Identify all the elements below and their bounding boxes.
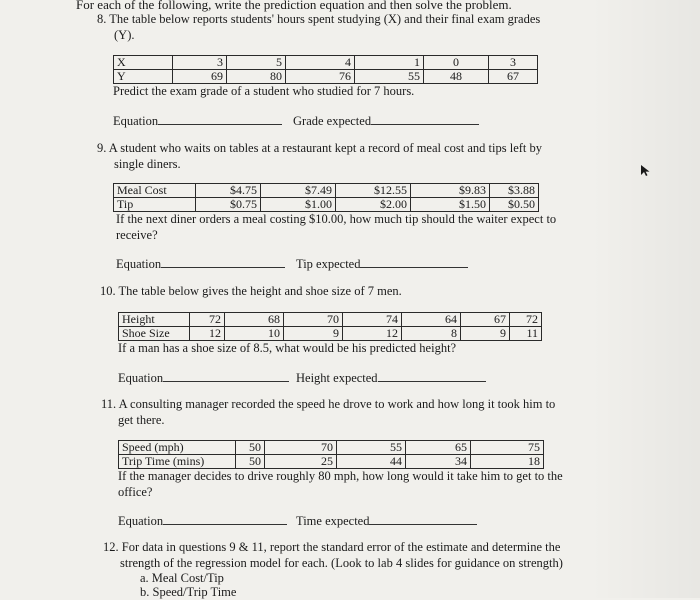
q9-text-line1: 9. A student who waits on tables at a restaurant kept a record of meal cost and tips left by (97, 141, 543, 155)
table-row (114, 70, 538, 84)
q9-result-row (296, 256, 468, 272)
table-row (114, 184, 539, 198)
q10-height-cell: 64 (402, 313, 461, 327)
q10-row-label-shoe-size: Shoe Size (119, 327, 190, 341)
q11-result-label: Time expected (296, 514, 370, 528)
q9-tip-cell: $0.50 (490, 198, 539, 212)
q10-equation-blank[interactable] (163, 370, 289, 382)
q9-row-label-meal-cost: Meal Cost (114, 184, 196, 198)
q9-text-line2: single diners. (114, 157, 181, 171)
q9-meal-cost-cell: $3.88 (490, 184, 539, 198)
q10-equation-label: Equation (118, 371, 164, 385)
table-row (119, 327, 542, 341)
q8-x-cell: 1 (355, 56, 424, 70)
q10-result-row (296, 370, 486, 386)
q10-shoe-cell: 8 (402, 327, 461, 341)
q9-equation-row (116, 256, 285, 272)
q8-y-cell: 55 (355, 70, 424, 84)
q11-speed-cell: 75 (471, 441, 544, 455)
q9-equation-label: Equation (116, 257, 162, 271)
q12-item-b: b. Speed/Trip Time (140, 585, 237, 599)
q11-prompt-line2: office? (118, 485, 153, 499)
table-row (114, 198, 539, 212)
q8-x-cell: 0 (424, 56, 489, 70)
q11-prompt-line1: If the manager decides to drive roughly 80 mph, how long would it take him to get to the (118, 469, 563, 483)
q10-shoe-cell: 12 (190, 327, 225, 341)
q11-speed-cell: 70 (265, 441, 337, 455)
q9-row-label-tip: Tip (114, 198, 196, 212)
q10-table (118, 312, 542, 341)
q8-equation-label: Equation (113, 114, 159, 128)
q8-table (113, 55, 538, 84)
q10-shoe-cell: 9 (461, 327, 510, 341)
q10-prompt: If a man has a shoe size of 8.5, what would be his predicted height? (118, 341, 457, 355)
q8-equation-row (113, 113, 282, 129)
q11-speed-cell: 55 (337, 441, 406, 455)
table-row (114, 56, 538, 70)
q8-x-cell: 3 (489, 56, 538, 70)
q11-equation-label: Equation (118, 514, 164, 528)
q9-table (113, 183, 539, 212)
q11-trip-cell: 34 (406, 455, 471, 469)
q8-y-cell: 76 (286, 70, 355, 84)
q10-height-cell: 67 (461, 313, 510, 327)
q8-x-cell: 4 (286, 56, 355, 70)
q8-x-cell: 3 (173, 56, 227, 70)
q9-tip-cell: $2.00 (336, 198, 411, 212)
q10-height-cell: 72 (190, 313, 225, 327)
q11-equation-row (118, 513, 287, 529)
intro-text: For each of the following, write the prediction equation and then solve the problem. (76, 0, 512, 12)
q11-result-blank[interactable] (369, 513, 477, 525)
q10-height-cell: 70 (284, 313, 343, 327)
q11-text-line2: get there. (118, 413, 165, 427)
q11-equation-blank[interactable] (163, 513, 287, 525)
q12-text-line1: 12. For data in questions 9 & 11, report the standard error of the estimate and determine the (103, 540, 561, 554)
q10-row-label-height: Height (119, 313, 190, 327)
q8-x-cell: 5 (227, 56, 286, 70)
q9-meal-cost-cell: $4.75 (196, 184, 261, 198)
q9-meal-cost-cell: $12.55 (336, 184, 411, 198)
q9-meal-cost-cell: $9.83 (411, 184, 490, 198)
table-row (119, 313, 542, 327)
q11-table (118, 440, 544, 469)
page-shading (590, 0, 700, 598)
q10-shoe-cell: 9 (284, 327, 343, 341)
q8-y-cell: 80 (227, 70, 286, 84)
q11-row-label-speed: Speed (mph) (119, 441, 236, 455)
q11-trip-cell: 25 (265, 455, 337, 469)
q11-speed-cell: 65 (406, 441, 471, 455)
q9-result-blank[interactable] (360, 256, 468, 268)
q9-meal-cost-cell: $7.49 (261, 184, 336, 198)
q9-tip-cell: $0.75 (196, 198, 261, 212)
q8-result-row (293, 113, 479, 129)
q8-row-label-x: X (114, 56, 173, 70)
q11-trip-cell: 44 (337, 455, 406, 469)
q10-shoe-cell: 12 (343, 327, 402, 341)
q8-result-blank[interactable] (371, 113, 479, 125)
q10-result-label: Height expected (296, 371, 378, 385)
q10-shoe-cell: 11 (510, 327, 542, 341)
q11-trip-cell: 18 (471, 455, 544, 469)
q11-row-label-trip-time: Trip Time (mins) (119, 455, 236, 469)
q8-equation-blank[interactable] (158, 113, 282, 125)
q10-text-line1: 10. The table below gives the height and shoe size of 7 men. (100, 284, 402, 298)
table-row (119, 455, 544, 469)
q11-speed-cell: 50 (236, 441, 265, 455)
q12-text-line2: strength of the regression model for each. (Look to lab 4 slides for guidance on strength) (120, 556, 563, 570)
q9-tip-cell: $1.50 (411, 198, 490, 212)
q8-row-label-y: Y (114, 70, 173, 84)
q8-result-label: Grade expected (293, 114, 372, 128)
q8-y-cell: 69 (173, 70, 227, 84)
q10-shoe-cell: 10 (225, 327, 284, 341)
q8-y-cell: 48 (424, 70, 489, 84)
q10-height-cell: 72 (510, 313, 542, 327)
q10-height-cell: 74 (343, 313, 402, 327)
q9-result-label: Tip expected (296, 257, 361, 271)
q11-result-row (296, 513, 477, 529)
q8-text-line1: 8. The table below reports students' hours spent studying (X) and their final exam grades (97, 12, 541, 26)
q10-equation-row (118, 370, 289, 386)
q9-equation-blank[interactable] (161, 256, 285, 268)
q9-prompt-line1: If the next diner orders a meal costing $10.00, how much tip should the waiter expect to (116, 212, 557, 226)
q8-y-cell: 67 (489, 70, 538, 84)
q11-trip-cell: 50 (236, 455, 265, 469)
q8-text-line2: (Y). (114, 28, 135, 42)
q9-tip-cell: $1.00 (261, 198, 336, 212)
q11-text-line1: 11. A consulting manager recorded the speed he drove to work and how long it took him to (101, 397, 556, 411)
table-row (119, 441, 544, 455)
q9-prompt-line2: receive? (116, 228, 158, 242)
q10-height-cell: 68 (225, 313, 284, 327)
q10-result-blank[interactable] (378, 370, 486, 382)
q8-prompt: Predict the exam grade of a student who studied for 7 hours. (113, 84, 415, 98)
q12-item-a: a. Meal Cost/Tip (140, 571, 224, 585)
